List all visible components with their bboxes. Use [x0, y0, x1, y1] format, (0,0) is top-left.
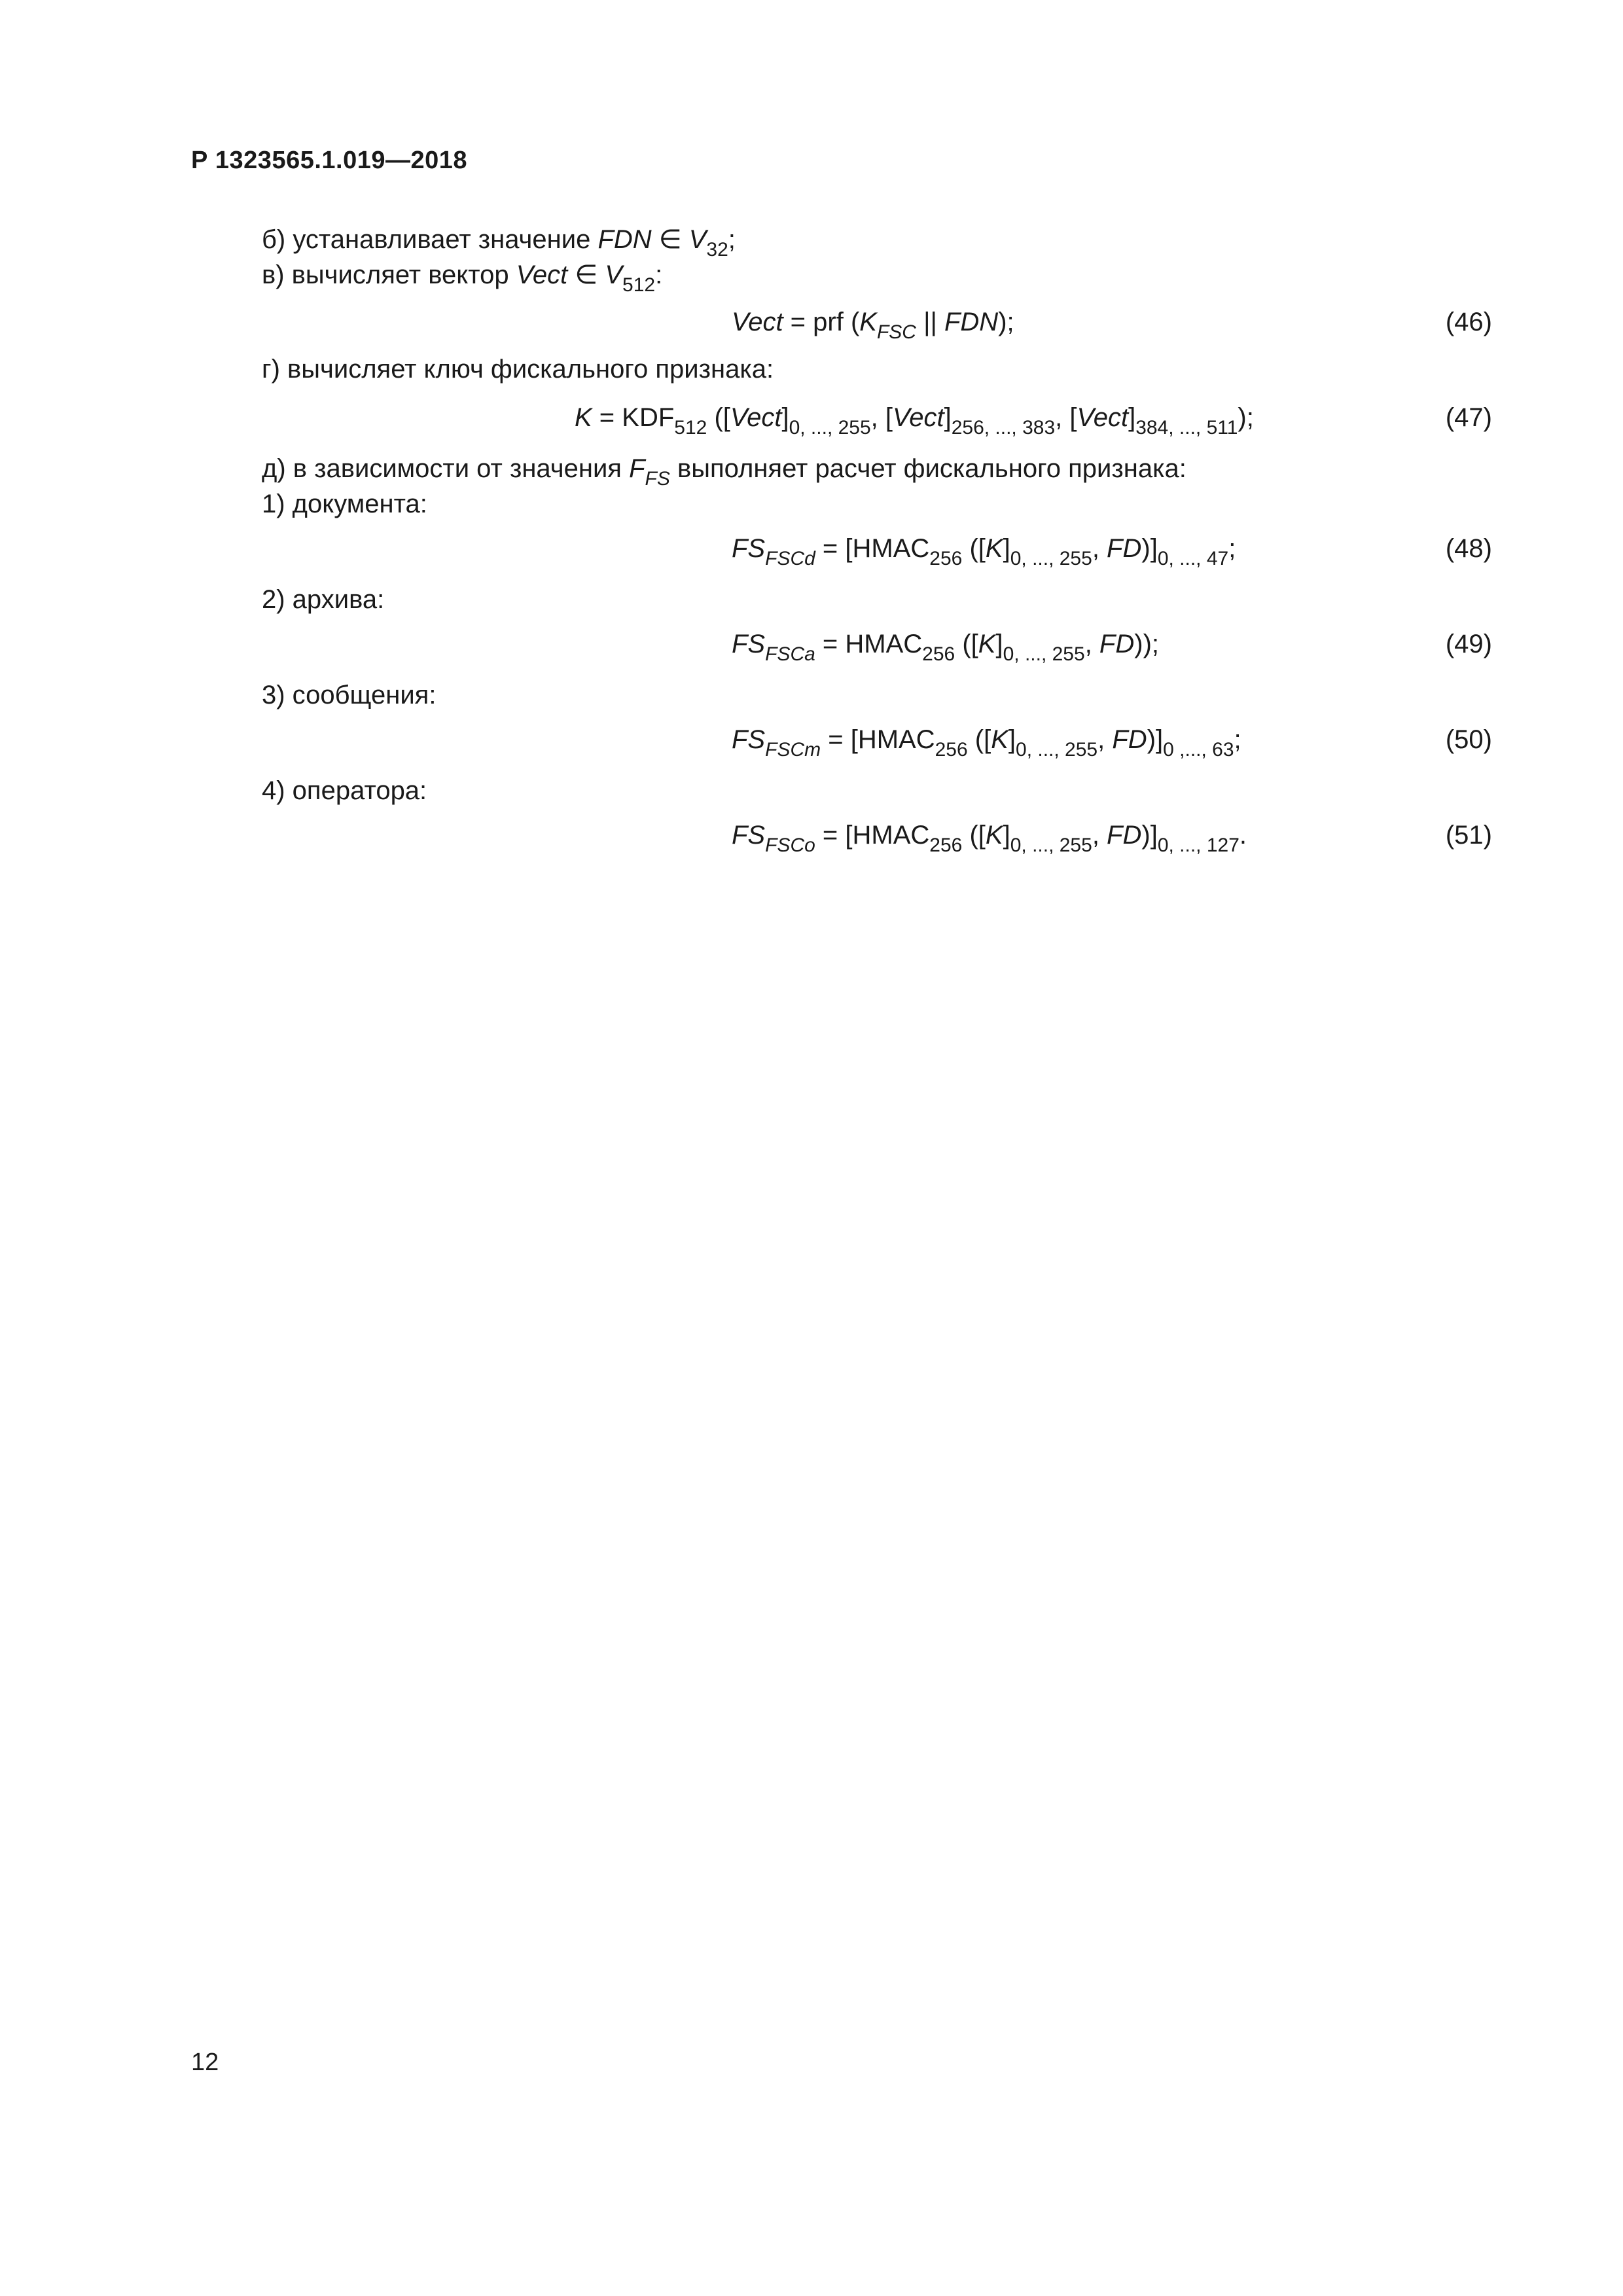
f49-close: )); — [1134, 630, 1160, 658]
step-b-set-sub: 32 — [706, 239, 728, 260]
step-b-set: V — [688, 225, 707, 254]
f51-tail-sub: 0, ..., 127 — [1157, 834, 1240, 856]
formula-47 — [575, 401, 1254, 439]
f47-v2: Vect — [893, 403, 944, 432]
f46-lhs: Vect — [732, 308, 783, 336]
f47-c2: ] — [944, 403, 952, 432]
f49-eq: = HMAC — [815, 630, 923, 658]
step-d4: 4) оператора: — [262, 776, 427, 805]
f50-k-sub: 0, ..., 255 — [1016, 739, 1098, 761]
equation-number-47: (47) — [1445, 403, 1492, 432]
step-d — [262, 452, 1186, 490]
f50-fs-sub: FSCm — [765, 739, 821, 761]
step-d-text-b: выполняет расчет фискального признака: — [669, 454, 1186, 483]
page-number: 12 — [191, 2049, 219, 2076]
f51-fs: FS — [732, 821, 766, 850]
step-b — [262, 223, 736, 260]
f49-fs-sub: FSCa — [765, 643, 815, 665]
step-d-var-sub: FS — [645, 468, 670, 490]
f48-k-sub: 0, ..., 255 — [1010, 548, 1092, 569]
f47-s3: 384, ..., 511 — [1135, 417, 1238, 439]
f49-open: ([ — [955, 630, 978, 658]
step-v-end: : — [655, 260, 663, 289]
f51-comma: , — [1092, 821, 1107, 850]
document-code: Р 1323565.1.019—2018 — [191, 147, 468, 174]
f49-hmac-sub: 256 — [922, 643, 955, 665]
f48-comma: , — [1092, 534, 1107, 563]
formula-51 — [732, 818, 1247, 856]
step-v-in: ∈ — [567, 260, 605, 289]
f50-close: )] — [1147, 725, 1164, 754]
step-d-text-a: д) в зависимости от значения — [262, 454, 630, 483]
f47-v3: Vect — [1077, 403, 1129, 432]
equation-number-49: (49) — [1445, 630, 1492, 658]
f48-hmac-sub: 256 — [929, 548, 963, 569]
f47-eq: = KDF — [592, 403, 675, 432]
f50-fd: FD — [1112, 725, 1147, 754]
step-d2: 2) архива: — [262, 585, 385, 614]
step-b-end: ; — [728, 225, 736, 254]
f50-comma: , — [1097, 725, 1113, 754]
f48-fd: FD — [1107, 534, 1142, 563]
formula-50 — [732, 723, 1241, 761]
f47-c3: ] — [1128, 403, 1136, 432]
step-b-in: ∈ — [651, 225, 689, 254]
f48-kclose: ] — [1003, 534, 1010, 563]
f47-open: ([ — [707, 403, 730, 432]
f50-open: ([ — [967, 725, 991, 754]
f48-k: K — [985, 534, 1003, 563]
step-d3: 3) сообщения: — [262, 681, 437, 709]
equation-number-46: (46) — [1445, 308, 1492, 336]
f48-close: )] — [1141, 534, 1158, 563]
f49-fd: FD — [1099, 630, 1135, 658]
f47-comma1: , [ — [870, 403, 893, 432]
step-v-set: V — [605, 260, 623, 289]
f50-kclose: ] — [1008, 725, 1016, 754]
f51-open: ([ — [962, 821, 986, 850]
f50-end: ; — [1234, 725, 1241, 754]
step-v-var: Vect — [516, 260, 568, 289]
equation-number-48: (48) — [1445, 534, 1492, 563]
f47-s1: 0, ..., 255 — [789, 417, 871, 439]
f49-k-sub: 0, ..., 255 — [1003, 643, 1085, 665]
f46-fdn: FDN — [944, 308, 999, 336]
f49-comma: , — [1084, 630, 1099, 658]
equation-number-50: (50) — [1445, 725, 1492, 754]
f48-eq: = [HMAC — [815, 534, 930, 563]
f46-k-sub: FSC — [876, 321, 916, 343]
step-b-var: FDN — [597, 225, 652, 254]
step-v-set-sub: 512 — [622, 274, 656, 296]
step-v — [262, 258, 663, 296]
f49-k: K — [978, 630, 996, 658]
f51-k: K — [985, 821, 1003, 850]
f47-kdf-sub: 512 — [674, 417, 707, 439]
f46-k: K — [859, 308, 877, 336]
f48-tail-sub: 0, ..., 47 — [1157, 548, 1229, 569]
step-b-text: б) устанавливает значение — [262, 225, 598, 254]
f47-lhs: K — [575, 403, 592, 432]
formula-48 — [732, 531, 1236, 569]
f51-k-sub: 0, ..., 255 — [1010, 834, 1092, 856]
f46-end: ); — [998, 308, 1014, 336]
f47-comma2: , [ — [1055, 403, 1077, 432]
f48-end: ; — [1228, 534, 1236, 563]
f48-open: ([ — [962, 534, 986, 563]
f50-tail-sub: 0 ,..., 63 — [1163, 739, 1234, 761]
f51-close: )] — [1141, 821, 1158, 850]
f46-eq: = prf ( — [783, 308, 860, 336]
f49-kclose: ] — [995, 630, 1003, 658]
f51-fs-sub: FSCo — [765, 834, 815, 856]
f50-fs: FS — [732, 725, 766, 754]
f50-eq: = [HMAC — [821, 725, 935, 754]
f50-k: K — [991, 725, 1008, 754]
equation-number-51: (51) — [1445, 821, 1492, 850]
step-v-text: в) вычисляет вектор — [262, 260, 516, 289]
f51-kclose: ] — [1003, 821, 1010, 850]
f50-hmac-sub: 256 — [935, 739, 968, 761]
f48-fs: FS — [732, 534, 766, 563]
f48-fs-sub: FSCd — [765, 548, 815, 569]
formula-49 — [732, 627, 1160, 665]
f51-hmac-sub: 256 — [929, 834, 963, 856]
f47-end: ); — [1238, 403, 1254, 432]
f47-c1: ] — [781, 403, 789, 432]
step-d-var: F — [629, 454, 645, 483]
formula-46 — [732, 305, 1014, 343]
f47-v1: Vect — [730, 403, 782, 432]
f51-eq: = [HMAC — [815, 821, 930, 850]
step-g: г) вычисляет ключ фискального признака: — [262, 355, 774, 384]
f51-fd: FD — [1107, 821, 1142, 850]
f51-end: . — [1239, 821, 1247, 850]
f47-s2: 256, ..., 383 — [951, 417, 1056, 439]
f49-fs: FS — [732, 630, 766, 658]
f46-sep: || — [916, 308, 944, 336]
step-d1: 1) документа: — [262, 490, 427, 518]
